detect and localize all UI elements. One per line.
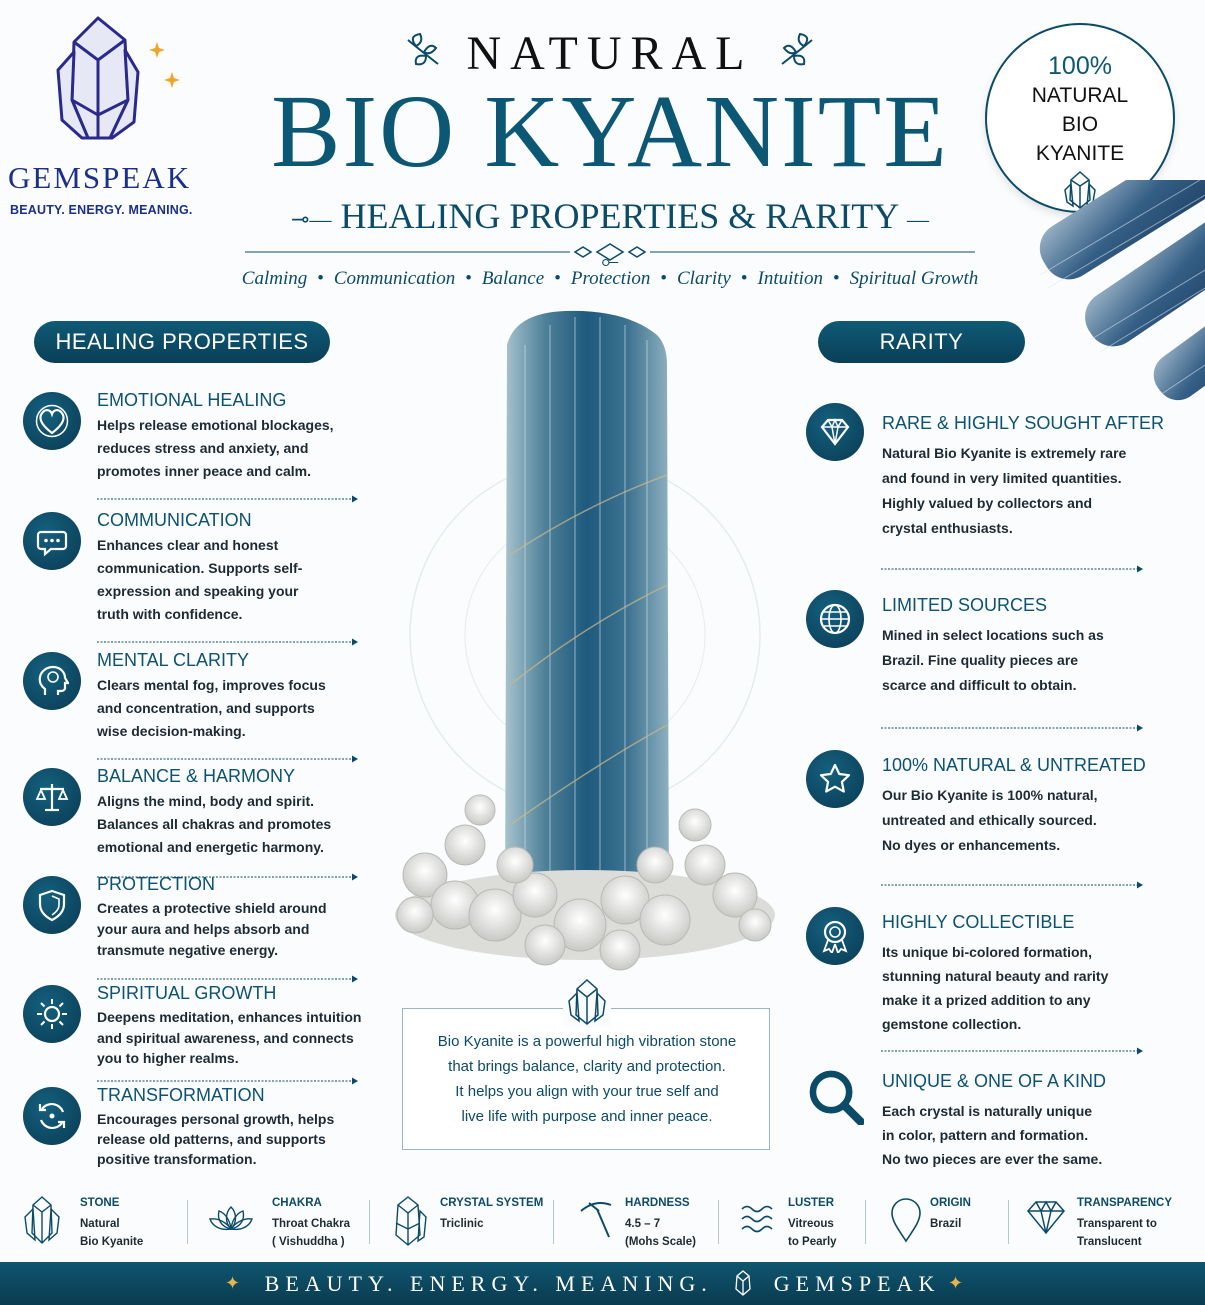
arrow-divider xyxy=(97,873,359,881)
feature-description-line: No two pieces are ever the same. xyxy=(882,1151,1103,1167)
feature-description-line: reduces stress and anxiety, and xyxy=(97,440,309,456)
sparkle-icon: ✦ xyxy=(948,1273,970,1293)
feature-description-line: emotional and energetic harmony. xyxy=(97,839,324,855)
location-pin-icon xyxy=(888,1195,932,1249)
head-brain-icon xyxy=(23,652,81,710)
feature-description xyxy=(97,1109,367,1169)
feature-description-line: No dyes or enhancements. xyxy=(882,837,1061,853)
feature-description-line: Balances all chakras and promotes xyxy=(97,816,332,832)
shield-icon xyxy=(23,876,81,934)
feature-description-line: Its unique bi-colored formation, xyxy=(882,944,1092,960)
kyanite-crystal-image xyxy=(385,305,785,985)
feature-description xyxy=(97,674,367,743)
arrow-divider xyxy=(97,755,359,763)
feature-title: SPIRITUAL GROWTH xyxy=(97,983,277,1003)
feature-description-line: crystal enthusiasts. xyxy=(882,520,1013,536)
footer-crystal-icon xyxy=(732,1269,754,1297)
feature-description xyxy=(97,1007,367,1069)
spec-value-line: 4.5 – 7 xyxy=(625,1218,661,1230)
feature-description-line: and spiritual awareness, and connects xyxy=(97,1029,354,1046)
feature-description-line: transmute negative energy. xyxy=(97,942,279,958)
feature-description-line: and found in very limited quantities. xyxy=(882,470,1122,486)
keyword-separator: • xyxy=(740,268,748,289)
feature-title: MENTAL CLARITY xyxy=(97,650,250,670)
spec-value xyxy=(1077,1215,1157,1251)
keyword-separator: • xyxy=(832,268,840,289)
feature-description-line: Mined in select locations such as xyxy=(882,627,1104,643)
spec-divider xyxy=(187,1200,188,1244)
spec-label: CHAKRA xyxy=(272,1197,322,1209)
specs-bar xyxy=(0,1185,1205,1260)
spec-label: CRYSTAL SYSTEM xyxy=(440,1197,544,1209)
arrow-divider xyxy=(97,638,359,646)
feature-description-line: Our Bio Kyanite is 100% natural, xyxy=(882,787,1098,803)
rarity-heading: RARITY xyxy=(818,321,1025,363)
keyword-list xyxy=(190,268,1030,290)
feature-description-line: stunning natural beauty and rarity xyxy=(882,968,1109,984)
speech-bubble-icon xyxy=(23,512,81,570)
badge-line-1: NATURAL xyxy=(1031,84,1129,107)
feature-description-line: Aligns the mind, body and spirit. xyxy=(97,793,315,809)
spec-value-line: Bio Kyanite xyxy=(80,1236,144,1248)
keyword-separator: • xyxy=(465,268,472,289)
feature-description-line: gemstone collection. xyxy=(882,1016,1022,1032)
healing-properties-heading: HEALING PROPERTIES xyxy=(34,321,330,363)
feature-description xyxy=(882,783,1182,858)
feature-title: UNIQUE & ONE OF A KIND xyxy=(882,1071,1107,1091)
spec-value xyxy=(930,1215,961,1233)
feature-title: BALANCE & HARMONY xyxy=(97,766,296,786)
spec-label: STONE xyxy=(80,1197,120,1209)
feature-description-line: Helps release emotional blockages, xyxy=(97,417,334,433)
feature-description-line: and concentration, and supports xyxy=(97,700,315,716)
feature-description xyxy=(97,414,367,483)
feature-description-line: communication. Supports self- xyxy=(97,560,303,576)
feature-description xyxy=(97,534,367,626)
arrow-divider xyxy=(881,1047,1144,1055)
description-box xyxy=(402,1008,770,1150)
arrow-divider xyxy=(881,724,1144,732)
feature-description xyxy=(97,790,367,859)
footer-bar xyxy=(0,1262,1205,1305)
kyanite-rods-image xyxy=(1020,180,1205,410)
spec-value xyxy=(788,1215,837,1251)
arrow-divider xyxy=(881,881,1144,889)
feature-title: RARE & HIGHLY SOUGHT AFTER xyxy=(882,413,1165,433)
feature-description-line: Each crystal is naturally unique xyxy=(882,1103,1093,1119)
feature-description-line: promotes inner peace and calm. xyxy=(97,463,311,479)
spec-value-line: Triclinic xyxy=(440,1218,484,1230)
spec-value-line: Natural xyxy=(80,1218,120,1230)
feature-description-line: scarce and difficult to obtain. xyxy=(882,677,1077,693)
feature-description-line: positive transformation. xyxy=(97,1151,257,1167)
feature-description xyxy=(882,940,1182,1036)
spec-divider xyxy=(369,1200,370,1244)
description-line: It helps you align with your true self and xyxy=(455,1083,719,1100)
subtitle-text: HEALING PROPERTIES & RARITY xyxy=(340,196,898,236)
waves-icon xyxy=(738,1195,786,1249)
keyword-separator: • xyxy=(660,268,667,289)
globe-icon xyxy=(806,590,864,648)
spec-value xyxy=(625,1215,696,1251)
arrow-divider xyxy=(97,975,359,983)
spec-value-line: Vitreous xyxy=(788,1218,834,1230)
feature-description-line: make it a prized addition to any xyxy=(882,992,1091,1008)
star-icon xyxy=(806,750,864,808)
spec-label: TRANSPARENCY xyxy=(1077,1197,1172,1209)
spec-value-line: Throat Chakra xyxy=(272,1218,350,1230)
description-text xyxy=(413,1029,761,1129)
keyword: Communication xyxy=(333,268,456,289)
magnifier-icon xyxy=(806,1067,864,1125)
arrow-divider xyxy=(881,565,1144,573)
badge-line-2: BIO xyxy=(1061,113,1099,136)
spec-divider xyxy=(1008,1200,1009,1244)
spec-divider xyxy=(865,1200,866,1244)
spec-value xyxy=(80,1215,143,1251)
spec-divider xyxy=(553,1200,554,1244)
feature-description-line: release old patterns, and supports xyxy=(97,1131,326,1147)
keyword: Calming xyxy=(241,268,308,289)
feature-description-line: your aura and helps absorb and xyxy=(97,921,310,937)
award-ribbon-icon xyxy=(806,907,864,965)
description-line: that brings balance, clarity and protection. xyxy=(448,1058,726,1075)
arrow-divider xyxy=(97,495,359,503)
spec-label: ORIGIN xyxy=(930,1197,971,1209)
feature-description xyxy=(882,441,1182,541)
keyword: Protection xyxy=(570,268,651,289)
feature-description-line: wise decision-making. xyxy=(97,723,246,739)
feature-description-line: Highly valued by collectors and xyxy=(882,495,1093,511)
brand-tagline: BEAUTY. ENERGY. MEANING. xyxy=(10,203,193,217)
spec-label: LUSTER xyxy=(788,1197,834,1209)
page-title: BIO KYANITE xyxy=(271,74,949,189)
feature-title: COMMUNICATION xyxy=(97,510,252,530)
spec-value-line: (Mohs Scale) xyxy=(625,1236,696,1248)
page-subtitle: ⊸— HEALING PROPERTIES & RARITY —⟜ xyxy=(291,196,929,274)
feature-title: LIMITED SOURCES xyxy=(882,595,1048,615)
feature-title: HIGHLY COLLECTIBLE xyxy=(882,912,1075,932)
keyword: Balance xyxy=(481,268,545,289)
spec-value-line: Brazil xyxy=(930,1218,962,1230)
feature-description-line: you to higher realms. xyxy=(97,1050,239,1066)
feature-description xyxy=(882,623,1182,698)
lotus-icon xyxy=(207,1195,267,1249)
keyword: Spiritual Growth xyxy=(849,268,979,289)
diamond-outline-icon xyxy=(1025,1195,1077,1249)
heart-icon xyxy=(23,392,81,450)
feature-title: PROTECTION xyxy=(97,874,216,894)
feature-description-line: in color, pattern and formation. xyxy=(882,1127,1089,1143)
feature-description-line: Brazil. Fine quality pieces are xyxy=(882,652,1079,668)
footer-text: BEAUTY. ENERGY. MEANING. xyxy=(264,1271,713,1296)
sparkle-icon: ✦ xyxy=(225,1273,247,1293)
sun-icon xyxy=(23,985,81,1043)
badge-percent: 100% xyxy=(1048,52,1112,80)
keyword-separator: • xyxy=(317,268,324,289)
spec-value-line: Translucent xyxy=(1077,1236,1142,1248)
badge-line-3: KYANITE xyxy=(1035,142,1125,165)
crystal-icon xyxy=(22,1195,70,1249)
keyword: Clarity xyxy=(677,268,731,289)
keyword: Intuition xyxy=(757,268,823,289)
footer-brand: GEMSPEAK xyxy=(773,1271,941,1296)
keyword-separator: • xyxy=(554,268,561,289)
description-gem-icon xyxy=(563,977,611,1027)
feature-description-line: truth with confidence. xyxy=(97,606,243,622)
cycle-icon xyxy=(23,1087,81,1145)
description-line: Bio Kyanite is a powerful high vibration stone xyxy=(437,1033,737,1050)
feature-title: EMOTIONAL HEALING xyxy=(97,390,287,410)
arrow-divider xyxy=(97,1077,359,1085)
feature-description-line: expression and speaking your xyxy=(97,583,299,599)
spec-label: HARDNESS xyxy=(625,1197,690,1209)
feature-description-line: Enhances clear and honest xyxy=(97,537,279,553)
title-overline: NATURAL xyxy=(466,27,754,80)
feature-description-line: Natural Bio Kyanite is extremely rare xyxy=(882,445,1127,461)
brand-logo xyxy=(0,10,210,220)
feature-description-line: Deepens meditation, enhances intuition xyxy=(97,1009,362,1025)
pickaxe-icon xyxy=(575,1195,623,1249)
feature-description xyxy=(97,898,367,961)
spec-value-line: Transparent to xyxy=(1077,1218,1157,1230)
spec-value xyxy=(440,1215,483,1233)
ornament-divider xyxy=(245,242,975,262)
spec-value-line: to Pearly xyxy=(788,1236,837,1248)
feature-description xyxy=(882,1099,1182,1171)
feature-description-line: Encourages personal growth, helps xyxy=(97,1111,335,1127)
feature-title: 100% NATURAL & UNTREATED xyxy=(882,755,1146,775)
crystal-logo-icon xyxy=(0,10,210,160)
scales-icon xyxy=(23,768,81,826)
crystal-cluster-icon xyxy=(390,1195,438,1249)
description-line: live life with purpose and inner peace. xyxy=(461,1108,713,1125)
spec-value-line: ( Vishuddha ) xyxy=(272,1236,345,1248)
feature-title: TRANSFORMATION xyxy=(97,1085,265,1105)
spec-divider xyxy=(718,1200,719,1244)
feature-description-line: untreated and ethically sourced. xyxy=(882,812,1097,828)
feature-description-line: Creates a protective shield around xyxy=(97,900,327,916)
feature-description-line: Clears mental fog, improves focus xyxy=(97,677,326,693)
spec-value xyxy=(272,1215,350,1251)
brand-name: GEMSPEAK xyxy=(8,160,192,195)
diamond-icon xyxy=(806,403,864,461)
